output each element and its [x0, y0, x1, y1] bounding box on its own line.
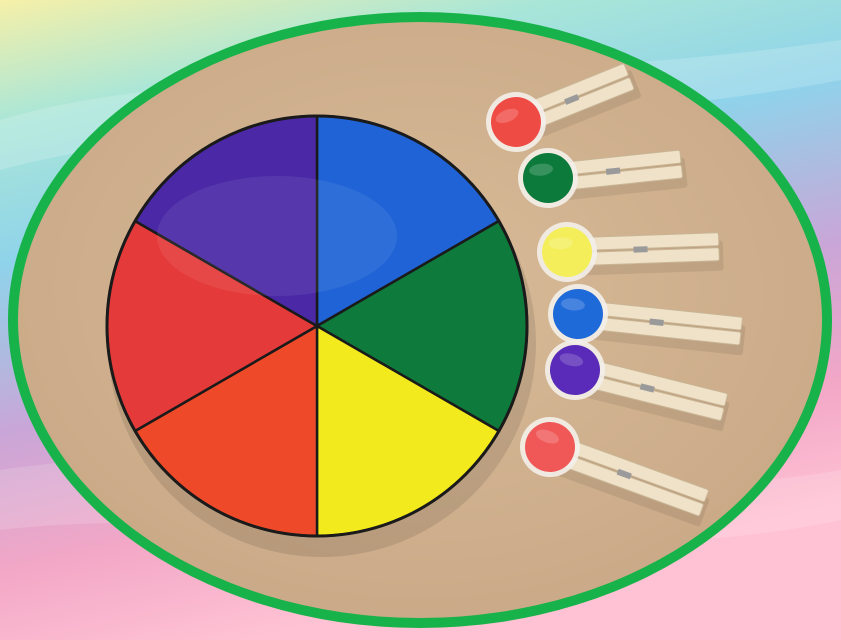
wheel-gloss [157, 176, 397, 296]
clothespin-spring [633, 246, 647, 252]
color-wheel [107, 116, 527, 536]
